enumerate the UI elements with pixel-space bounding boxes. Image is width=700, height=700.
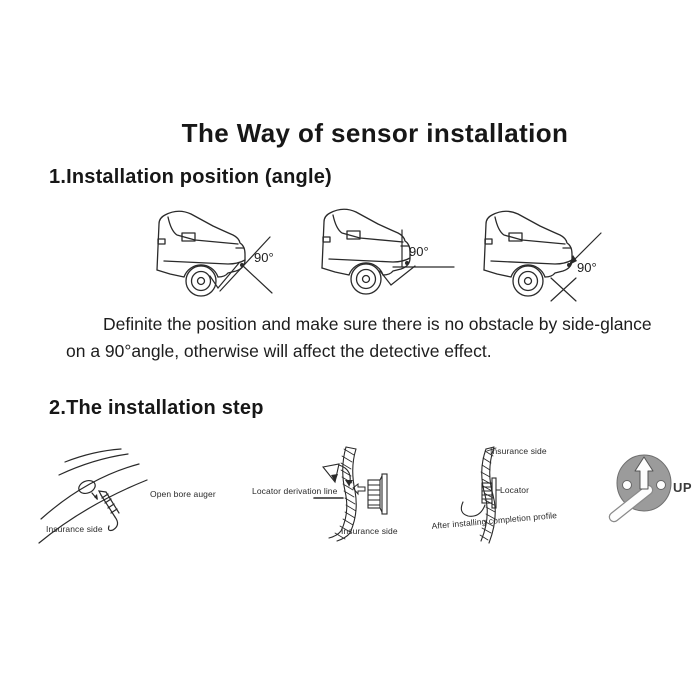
angle-label: 90° [409, 244, 429, 259]
car-angle-figure-3 [465, 206, 630, 311]
step3-installed-profile-diagram [440, 443, 560, 548]
step3-locator-label: Locator [500, 485, 530, 495]
car-rear-outline [322, 209, 410, 294]
step4-up-label: UP [673, 480, 693, 495]
sensor-wire [461, 502, 485, 516]
sensor-hole-left [623, 481, 632, 490]
step2-line-label: Locator derivation line [252, 486, 338, 496]
drilled-hole [77, 478, 97, 495]
car-angle-figure-2 [303, 204, 468, 309]
description-line-1: Definite the position and make sure there is no obstacle by side-glance [103, 314, 652, 334]
sensor-plug-icon [368, 474, 387, 514]
angle-label: 90° [254, 250, 274, 265]
page-title: The Way of sensor installation [181, 118, 569, 148]
section1-description [66, 311, 658, 366]
step1-tool-label: Open bore auger [150, 489, 216, 499]
car-angle-figure-1 [138, 206, 303, 311]
section1-heading: 1.Installation position (angle) [49, 166, 332, 188]
step3-side-label: Insurance side [490, 446, 547, 456]
step3-result-label: After installing completion profile [431, 510, 558, 531]
section2-heading: 2.The installation step [49, 397, 264, 419]
step2-side-label: Insurance side [341, 526, 398, 536]
step1-side-label: Insurance side [46, 524, 103, 534]
car-rear-outline [157, 211, 245, 296]
description-line-2: on a 90°angle, otherwise will affect the detective effect. [66, 341, 492, 362]
sensor-hole-right [657, 481, 666, 490]
angle-label: 90° [577, 260, 597, 275]
car-rear-outline [484, 211, 572, 296]
